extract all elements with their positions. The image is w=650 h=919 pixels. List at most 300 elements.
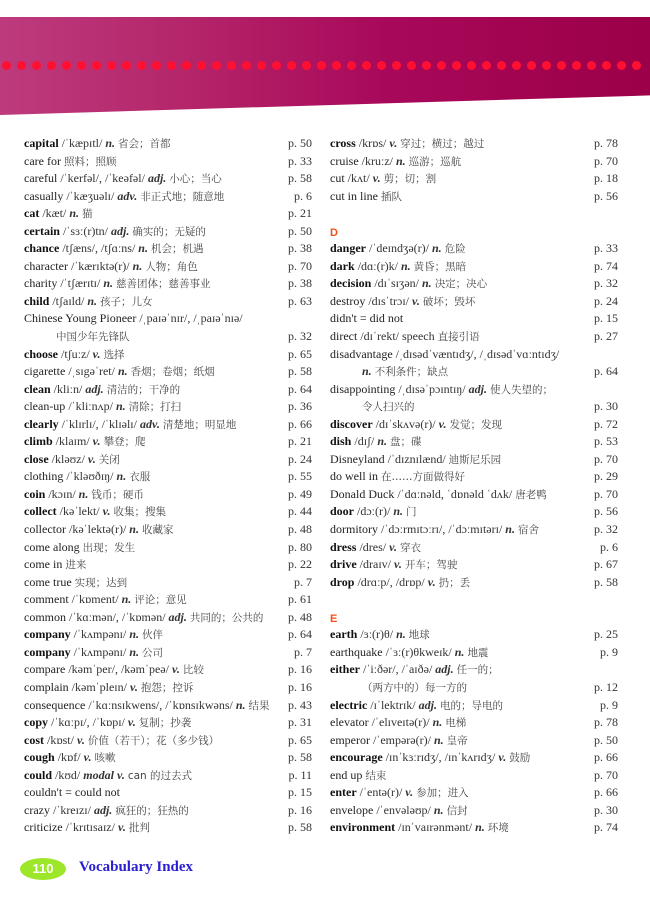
vocab-entry [24, 416, 312, 434]
page-ref: p. 12 [594, 679, 618, 694]
entry-text [330, 293, 475, 312]
entry-group-e [330, 626, 618, 837]
vocab-entry [24, 240, 312, 258]
page-ref: p. 65 [288, 732, 312, 747]
headword: do well in [330, 469, 378, 484]
headword: Disneyland [330, 451, 385, 466]
entry-text [24, 416, 236, 435]
definition: 小心；当心 [169, 173, 222, 186]
vocab-entry [24, 293, 312, 311]
page-ref: p. 64 [288, 627, 312, 642]
headword: careful [24, 171, 58, 186]
headword: comment [24, 592, 69, 607]
page-ref: p. 66 [594, 750, 618, 765]
part-of-speech: v. [389, 136, 398, 150]
vocab-entry [330, 433, 618, 451]
part-of-speech: n. [129, 627, 140, 642]
headword: Donald Duck [330, 486, 395, 501]
definition: 剪；切；割 [383, 173, 437, 186]
definition: 孩子；儿女 [100, 295, 153, 308]
vocab-entry [330, 381, 618, 399]
definition: 结束 [365, 769, 387, 782]
vocab-entry [24, 802, 312, 820]
phonetic: /ˈelɪveɪtə(r)/ [371, 715, 430, 730]
vocab-entry [24, 153, 312, 171]
phonetic: /ˌsɪgəˈret/ [68, 364, 115, 379]
phonetic: /tʃuːz/ [61, 346, 90, 361]
headword: dress [330, 539, 357, 554]
part-of-speech: n. [129, 522, 139, 537]
vocab-entry [24, 310, 312, 328]
vocab-entry [330, 556, 618, 574]
entry-text [24, 556, 86, 575]
headword: drop [330, 574, 355, 589]
page-number-badge: 110 [20, 858, 66, 880]
phonetic: /kʊd/ [55, 767, 81, 782]
phonetic: /tʃæns/, /tʃɑːns/ [62, 241, 136, 256]
entry-text [24, 697, 270, 716]
vocab-entry [24, 381, 312, 399]
definition: 机会；机遇 [150, 243, 204, 256]
part-of-speech: n. [129, 644, 140, 659]
phonetic: /dres/ [359, 539, 387, 554]
page-ref: p. 48 [288, 609, 312, 624]
decorative-dot [392, 61, 401, 70]
section-spacer [330, 205, 618, 223]
decorative-dot [227, 61, 236, 70]
definition: 中国少年先锋队 [56, 331, 130, 344]
vocab-entry [24, 609, 312, 627]
headword: door [330, 504, 354, 519]
decorative-dot [497, 61, 506, 70]
phonetic: /ˈempərə(r)/ [372, 732, 431, 747]
vocab-entry [330, 170, 618, 188]
headword: cigarette [24, 364, 66, 379]
headword: either [330, 662, 360, 677]
entry-text [24, 749, 116, 768]
definition: 复制；抄袭 [138, 717, 192, 730]
definition: 确实的；无疑的 [132, 225, 206, 238]
vocab-entry [24, 661, 312, 679]
definition: 关闭 [98, 453, 120, 466]
vocab-entry [24, 784, 312, 802]
vocab-entry [24, 574, 312, 592]
decorative-dot [77, 61, 86, 70]
decorative-dot [2, 61, 11, 70]
phonetic: /kɒf/ [57, 750, 81, 765]
entry-text [330, 503, 417, 522]
page-ref: p. 50 [288, 136, 312, 150]
vocab-entry [24, 135, 312, 153]
decorative-dot [467, 61, 476, 70]
headword: child [24, 293, 50, 308]
definition: 批判 [128, 822, 150, 835]
part-of-speech: n. [78, 486, 89, 501]
page-ref: p. 56 [594, 504, 618, 519]
entry-text [24, 433, 146, 452]
headword: disappointing [330, 381, 396, 396]
headword: didn't = did not [330, 311, 404, 326]
entry-text [24, 170, 222, 189]
part-of-speech: adv. [139, 416, 160, 431]
page-ref: p. 66 [288, 416, 312, 431]
entry-text [362, 679, 467, 698]
phonetic: /krɒs/ [358, 136, 387, 150]
page-ref: p. 58 [288, 171, 312, 186]
definition: 门 [406, 506, 417, 519]
definition: 盘；碟 [390, 436, 422, 449]
vocab-entry [24, 539, 312, 557]
phonetic: /ˈdɪznɪlænd/ [387, 451, 446, 466]
page-ref: p. 30 [594, 399, 618, 414]
headword: cross [330, 136, 356, 150]
definition: 鼓励 [509, 752, 531, 765]
entry-text [24, 521, 173, 540]
phonetic: /ˈkæpɪtl/ [61, 136, 103, 150]
entry-text [330, 574, 470, 593]
page-ref: p. 43 [288, 697, 312, 712]
entry-text [24, 486, 144, 505]
part-of-speech: n. [393, 504, 404, 519]
vocab-entry [330, 714, 618, 732]
entry-text [24, 784, 120, 802]
headword: cut [330, 171, 345, 186]
phonetic: /dɪˈrekt/ speech [360, 329, 435, 344]
vocab-entry [24, 223, 312, 241]
phonetic: /tʃaɪld/ [52, 293, 85, 308]
headword: clean-up [24, 399, 66, 414]
definition: 比较 [182, 664, 204, 677]
phonetic: /dɪsˈtrɔɪ/ [368, 293, 409, 308]
vocab-entry [24, 732, 312, 750]
phonetic: /ˈkʌmpənɪ/ [73, 627, 127, 642]
entry-text [24, 363, 215, 382]
definition: 迪斯尼乐园 [448, 453, 502, 466]
part-of-speech: n. [454, 644, 465, 659]
definition: 咳嗽 [94, 752, 116, 765]
entry-text [330, 749, 530, 768]
part-of-speech: v. [405, 785, 414, 800]
headword: character [24, 258, 68, 273]
headword: close [24, 451, 49, 466]
definition: 巡游；巡航 [408, 155, 462, 168]
definition: 宿舍 [517, 524, 539, 537]
headword: company [24, 644, 71, 659]
entry-text [56, 328, 130, 347]
vocab-entry [330, 749, 618, 767]
part-of-speech: n. [103, 276, 114, 291]
page-ref: p. 56 [594, 188, 618, 203]
entry-text [330, 539, 421, 558]
part-of-speech: v. [438, 416, 447, 431]
decorative-dot [167, 61, 176, 70]
part-of-speech: n. [395, 153, 406, 168]
page-ref: p. 21 [288, 206, 312, 221]
definition: 清除；打扫 [128, 401, 182, 414]
page-ref: p. 72 [594, 416, 618, 431]
headword: certain [24, 223, 60, 238]
page-ref: p. 22 [288, 557, 312, 572]
definition: 参加；进入 [416, 787, 469, 800]
page-ref: p. 32 [594, 522, 618, 537]
definition: 非正式地；随意地 [140, 190, 225, 203]
part-of-speech: v. [83, 750, 92, 765]
part-of-speech: v. [427, 574, 436, 589]
definition: 任一的； [456, 664, 499, 677]
entry-text [24, 714, 191, 733]
definition: 实现；达到 [74, 576, 128, 589]
entry-text [24, 223, 206, 242]
definition: 公司 [142, 646, 164, 659]
vocab-entry [24, 258, 312, 276]
phonetic: /ɜː(r)θ/ [360, 627, 394, 642]
part-of-speech: n. [400, 258, 411, 273]
definition: 价值（若干）；花（多少钱） [87, 734, 220, 747]
page-ref: p. 36 [288, 399, 312, 414]
vocab-entry [330, 258, 618, 276]
headword: coin [24, 486, 46, 501]
headword: cough [24, 750, 55, 765]
entry-text [24, 644, 163, 663]
entry-text [24, 679, 193, 698]
headword: direct [330, 329, 358, 344]
headword: environment [330, 820, 396, 835]
part-of-speech: adj. [93, 802, 113, 817]
page-ref: p. 49 [288, 486, 312, 501]
phonetic: /ɪnˈkɜːrɪdʒ/, /ɪnˈkʌrɪdʒ/ [385, 750, 496, 765]
page-ref: p. 78 [594, 715, 618, 730]
decorative-dot [587, 61, 596, 70]
part-of-speech: n. [235, 697, 246, 712]
vocab-entry [24, 503, 312, 521]
entry-text [330, 328, 480, 347]
vocab-entry [24, 170, 312, 188]
page-ref: p. 70 [594, 153, 618, 168]
entry-text [24, 574, 127, 593]
page-ref: p. 70 [594, 486, 618, 501]
definition: 进来 [65, 559, 87, 572]
part-of-speech: n. [433, 732, 444, 747]
definition: 发觉；发现 [449, 418, 503, 431]
phonetic: /dɪʃ/ [354, 434, 375, 449]
phonetic: /klaɪm/ [55, 434, 90, 449]
decorative-dot [197, 61, 206, 70]
part-of-speech: adj. [435, 662, 454, 677]
headword: dormitory [330, 522, 378, 537]
headword: climb [24, 434, 53, 449]
entry-text [24, 310, 243, 328]
phonetic: /ˈkreɪzɪ/ [52, 802, 91, 817]
phonetic: /ɪnˈvaɪrənmənt/ [398, 820, 473, 835]
section-heading-d: D [330, 226, 338, 239]
page-ref: p. 18 [594, 171, 618, 186]
vocab-entry [24, 486, 312, 504]
headword: encourage [330, 750, 383, 765]
vocab-entry [330, 626, 618, 644]
vocab-entry [24, 521, 312, 539]
decorative-dot [542, 61, 551, 70]
definition: 决定；决心 [434, 278, 488, 291]
definition: 共同的；公共的 [189, 611, 264, 624]
definition: 使人失望的； [489, 383, 553, 396]
entry-text [330, 310, 403, 328]
phonetic: /kæt/ [42, 206, 67, 221]
index-column-right [330, 135, 618, 837]
phonetic: /ˈkləʊðɪŋ/ [66, 469, 114, 484]
entry-text [362, 398, 415, 417]
part-of-speech: n. [115, 399, 126, 414]
headword: dish [330, 434, 352, 449]
part-of-speech: v. [102, 504, 111, 519]
vocab-entry [330, 539, 618, 557]
part-of-speech: v. [92, 346, 101, 361]
definition: 选择 [103, 348, 125, 361]
decorative-dot [482, 61, 491, 70]
entry-text [330, 416, 502, 435]
vocab-entry [330, 503, 618, 521]
vocab-entry [24, 714, 312, 732]
phonetic: /ˈdɔːrmɪtɔːrɪ/, /ˈdɔːmɪtərɪ/ [381, 522, 503, 537]
phonetic: /draɪv/ [359, 557, 391, 572]
page-ref: p. 16 [288, 679, 312, 694]
part-of-speech: n. [433, 802, 444, 817]
decorative-dot [632, 61, 641, 70]
phonetic: /ˈdɑːnəld, ˈdɒnəld ˈdʌk/ [397, 486, 513, 501]
vocab-entry [24, 188, 312, 206]
definition: 省会；首都 [118, 138, 171, 150]
headword: danger [330, 241, 366, 256]
page-ref: p. 58 [288, 750, 312, 765]
headword: common [24, 609, 66, 624]
headword: Chinese Young Pioneer [24, 311, 137, 326]
part-of-speech: n. [432, 715, 443, 730]
headword: copy [24, 715, 48, 730]
entry-text [330, 714, 466, 733]
entry-text [330, 240, 466, 259]
entry-text [330, 188, 402, 207]
phonetic: /ˈkerfəl/, /ˈkeəfəl/ [60, 171, 145, 186]
decorative-dot [422, 61, 431, 70]
definition: 衣服 [129, 471, 151, 484]
vocab-entry [24, 398, 312, 416]
vocab-entry [24, 346, 312, 364]
definition: 扔；丢 [438, 576, 471, 589]
definition: 收藏家 [141, 524, 174, 537]
page-ref: p. 65 [288, 346, 312, 361]
header-dot-row [0, 61, 650, 71]
definition: 结果 [248, 699, 270, 712]
headword: elevator [330, 715, 369, 730]
part-of-speech: n. [116, 469, 127, 484]
entry-text [330, 697, 503, 716]
phonetic: /kliːn/ [53, 381, 83, 396]
phonetic: /kəˈlektə(r)/ [68, 522, 127, 537]
phonetic: /ˈkæʒuəlɪ/ [66, 188, 115, 203]
definition: 疯狂的；狂热的 [115, 804, 189, 817]
page-ref: p. 16 [288, 662, 312, 677]
page-ref: p. 64 [288, 381, 312, 396]
headword: cat [24, 206, 40, 221]
definition: 皇帝 [446, 734, 468, 747]
phonetic: /kruːz/ [361, 153, 393, 168]
headword: chance [24, 241, 60, 256]
part-of-speech: n. [132, 258, 143, 273]
part-of-speech: n. [505, 522, 515, 537]
part-of-speech: v. [76, 732, 85, 747]
headword: discover [330, 416, 373, 431]
vocab-entry [330, 819, 618, 837]
vocab-entry [330, 188, 618, 206]
definition: 地球 [408, 629, 430, 642]
entry-text [330, 767, 386, 786]
entry-text [24, 293, 153, 312]
vocab-entry [330, 767, 618, 785]
phonetic: /ˈɜː(r)θkweɪk/ [385, 644, 452, 659]
definition: 清楚地；明显地 [162, 418, 237, 431]
vocab-entry [330, 328, 618, 346]
part-of-speech: v. [87, 451, 96, 466]
entry-text [24, 398, 181, 417]
headword: earth [330, 627, 358, 642]
part-of-speech: v. [372, 171, 381, 186]
entry-text [24, 468, 150, 487]
entry-continuation [24, 328, 312, 346]
definition: 在……方面做得好 [381, 471, 465, 484]
entry-text [330, 433, 422, 452]
page-ref: p. 66 [594, 785, 618, 800]
page-ref: p. 24 [288, 451, 312, 466]
phonetic: /ˌdɪsəˈpɔɪntɪŋ/ [398, 381, 466, 396]
headword: cost [24, 732, 44, 747]
vocab-entry [24, 468, 312, 486]
headword: capital [24, 136, 59, 150]
definition: 钱币；硬币 [91, 488, 144, 501]
headword: enter [330, 785, 357, 800]
page-ref: p. 6 [600, 539, 618, 554]
page-ref: p. 48 [288, 522, 312, 537]
phonetic: /kɒst/ [47, 732, 74, 747]
definition: 信封 [446, 804, 468, 817]
decorative-dot [437, 61, 446, 70]
decorative-dot [317, 61, 326, 70]
headword: dark [330, 258, 355, 273]
part-of-speech: n. [69, 206, 80, 221]
definition: 抱怨；控诉 [140, 681, 194, 694]
headword: collector [24, 522, 66, 537]
definition: 唐老鸭 [515, 488, 547, 501]
part-of-speech: v. [394, 557, 402, 572]
page-ref: p. 58 [288, 364, 312, 379]
phonetic: /kɔɪn/ [48, 486, 76, 501]
vocab-entry [330, 416, 618, 434]
entry-continuation [330, 679, 618, 697]
page-ref: p. 29 [594, 469, 618, 484]
definition: 直接引语 [437, 331, 480, 344]
vocab-entry [24, 433, 312, 451]
vocab-entry [24, 275, 312, 293]
vocab-entry [24, 767, 312, 785]
definition: 开车；驾驶 [404, 559, 458, 572]
decorative-dot [107, 61, 116, 70]
phonetic: /ˈkrɪtɪsaɪz/ [65, 820, 115, 835]
page-ref: p. 67 [594, 557, 618, 572]
page-ref: p. 21 [288, 434, 312, 449]
phonetic: /ˈkʌmpənɪ/ [73, 644, 127, 659]
headword: cut in line [330, 188, 378, 203]
vocab-entry [24, 205, 312, 223]
part-of-speech: n. [117, 364, 128, 379]
entry-continuation [330, 398, 618, 416]
